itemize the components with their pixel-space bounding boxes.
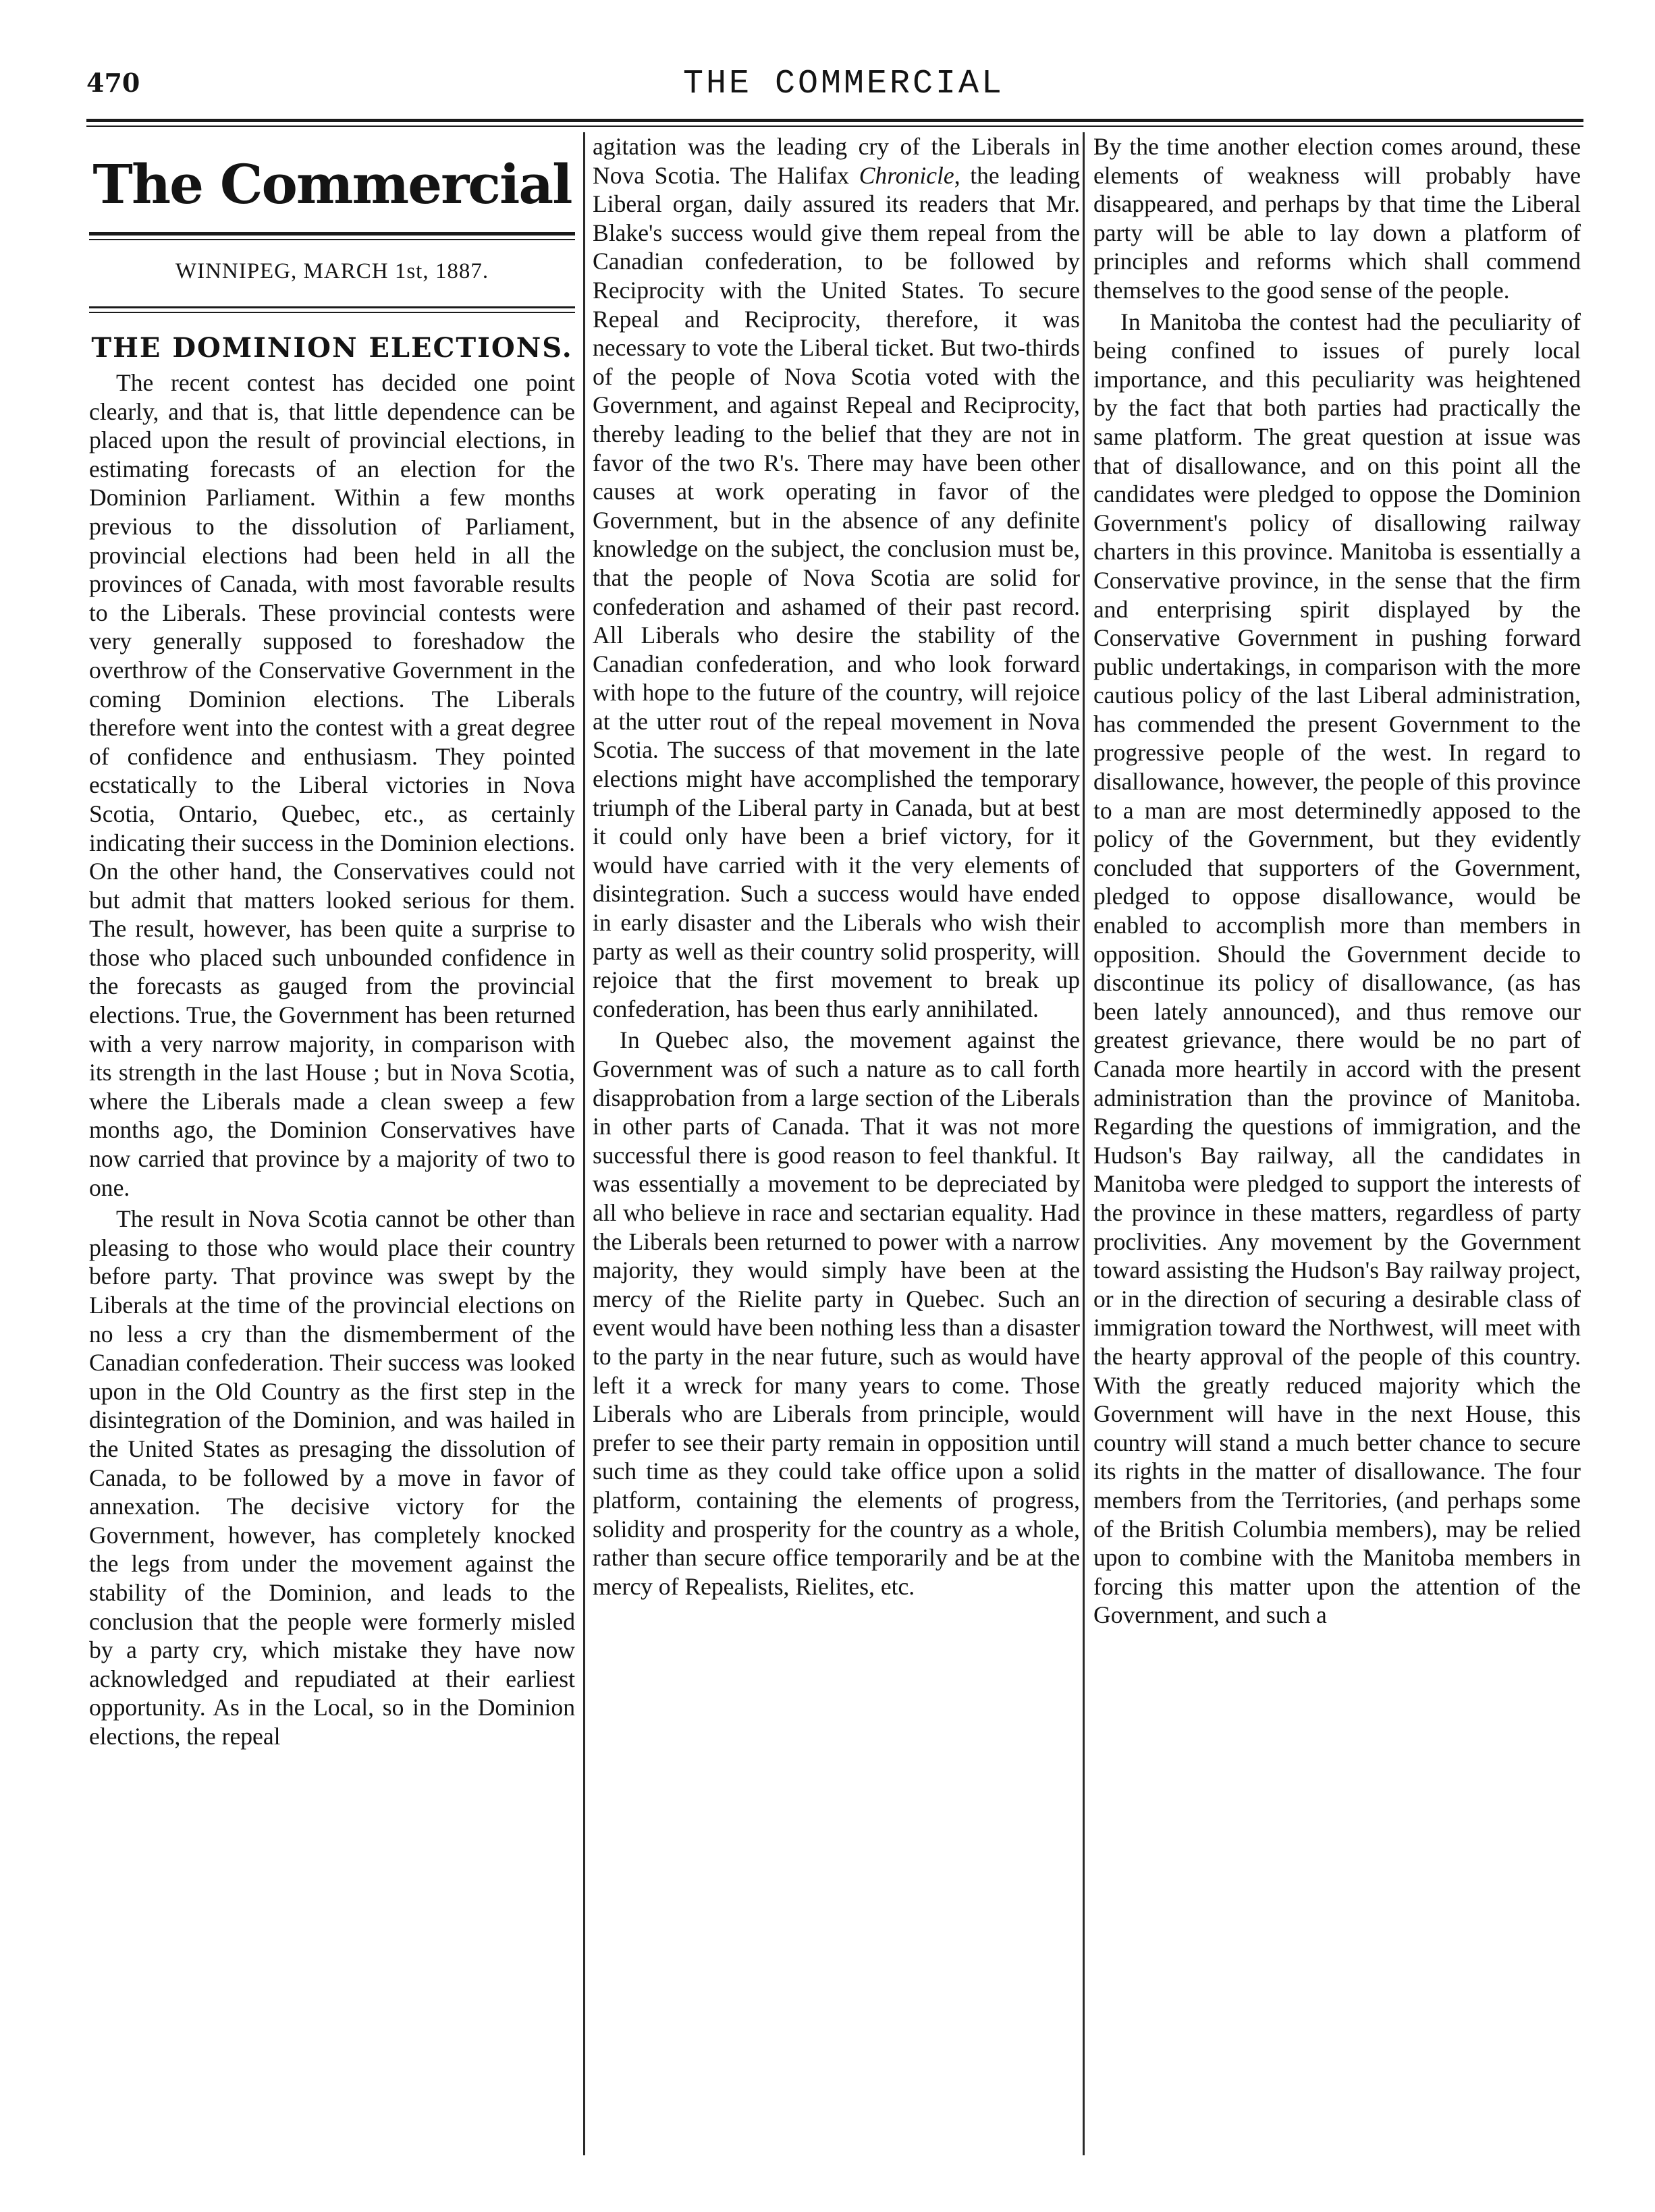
column-rule-left bbox=[583, 132, 585, 2155]
masthead-title: The Commercial bbox=[92, 153, 572, 216]
column-2 bbox=[593, 132, 1080, 1601]
masthead-rule-thin bbox=[89, 239, 575, 240]
running-head: THE COMMERCIAL bbox=[682, 65, 1005, 103]
dateline-rule-thin bbox=[89, 312, 575, 313]
paragraph: The recent contest has decided one point clearly, and that is, that little dependence can be placed upon the result of provincial elections, in estimating forecasts of an election for the Dominion Parliament. Within a few months previous to the dissolution of Parliament, provincial elections had been held in all the provinces of Canada, with most favorable results to the Liberals. These provincial contests were very generally supposed to foreshadow the overthrow of the Conservative Government in the coming Dominion elections. The Liberals therefore went into the contest with a great degree of confidence and enthusiasm. They pointed ecstatically to the Liberal victories in Nova Scotia, Ontario, Quebec, etc., as certainly indicating their success in the Dominion elections. On the other hand, the Conservatives could not but admit that matters looked serious for them. The result, however, has been quite a surprise to those who placed such unbounded confidence in the forecasts as gauged from the provincial elections. True, the Government has been returned with a very narrow majority, in comparison with its strength in the last House ; but in Nova Scotia, where the Liberals made a clean sweep a few months ago, the Dominion Conservatives have now carried that province by a majority of two to one. bbox=[89, 369, 575, 1201]
paragraph: In Quebec also, the movement against the Government was of such a nature as to call forth disapprobation from a large section of the Liberals in other parts of Canada. That it was not more successful there is good reason to feel thankful. It was essentially a movement to be depreciated by all who believe in race and sectarian equality. Had the Liberals been returned to power with a narrow majority, they would simply have been at the mercy of the Rielite party in Quebec. Such an event would have been nothing less than a disaster to the party in the near future, such as would have left it a wreck for many years to come. Those Liberals who are Liberals from principle, would prefer to see their party remain in opposition until such time as they could take office upon a solid platform, containing the elements of progress, solidity and prosperity for the country as a whole, rather than secure office temporarily and be at the mercy of Repealists, Rielites, etc. bbox=[593, 1026, 1080, 1600]
paragraph-continued bbox=[593, 132, 1080, 1023]
paragraph-continued: By the time another election comes around, these elements of weakness will probably have disappeared, and perhaps by that time the Liberal party will be able to lay down a platform of principles and reforms which shall commend themselves to the good sense of the people. bbox=[1093, 133, 1581, 304]
article-headline: THE DOMINION ELECTIONS. bbox=[91, 332, 573, 364]
dateline: WINNIPEG, MARCH 1st, 1887. bbox=[175, 259, 489, 283]
text-run: agitation was the leading cry of the Liberals in Nova Scotia. The Halifax bbox=[593, 133, 1080, 189]
column-3 bbox=[1093, 132, 1581, 1630]
page-number: 470 bbox=[86, 67, 140, 98]
paragraph: In Manitoba the contest had the peculiarity of being confined to issues of purely local importance, and this peculiarity was heightened by the fact that both parties had practically the same platform. The great question at issue was that of disallowance, and on this point all the candidates were pledged to oppose the Dominion Government's policy of disallowing railway charters in this province. Manitoba is essentially a Conservative province, in the sense that the firm and enterprising spirit displayed by the Conservative Government in pushing forward public undertakings, in comparison with the more cautious policy of the last Liberal administration, has commended the present Government to the progressive people of the west. In regard to disallowance, however, the people of this province to a man are most determinedly apposed to the policy of the Government, but they evidently concluded that supporters of the Government, pledged to oppose disallowance, would be enabled to accomplish more than members in opposition. Should the Government decide to discontinue its policy of disallowance, (as has been lately announced), and thus remove our greatest grievance, there would be no part of Canada more heartily in accord with the present administration than the province of Manitoba. Regarding the questions of immigration, and the Hudson's Bay railway, all the candidates in Manitoba were pledged to support the interests of the province in these matters, regardless of party proclivities. Any movement by the Government toward assisting the Hudson's Bay railway project, or in the direction of securing a desirable class of immigration toward the Northwest, will meet with the hearty approval of the people of this country. With the greatly reduced majority which the Government will have in the next House, this country will stand a much better chance to secure its rights in the matter of disallowance. The four members from the Territories, (and perhaps some of the British Columbia members), may be relied upon to combine with the Manitoba members in forcing this matter upon the attention of the Government, and such a bbox=[1093, 308, 1581, 1629]
newspaper-name: Chronicle bbox=[859, 161, 954, 189]
text-run: , the leading Liberal organ, daily assured its readers that Mr. Blake's success would give them repeal from the Canadian confederation, to be followed by Reciprocity with the United States. To secure Repeal and Reciprocity, therefore, it was necessary to vote the Liberal ticket. But two-thirds of the people of Nova Scotia voted with the Government, and against Repeal and Reciprocity, thereby leading to the belief that they are not in favor of the two R's. There may have been other causes at work operating in favor of the Government, but in the absence of any definite knowledge on the subject, the conclusion must be, that the people of Nova Scotia are solid for confederation and ashamed of their past record. All Liberals who desire the stability of the Canadian confederation, and who look forward with hope to the future of the country, will rejoice at the utter rout of the repeal movement in Nova Scotia. The success of that movement in the late elections might have accomplished the temporary triumph of the Liberal party in Canada, but at best it could only have been a brief victory, for it would have carried with it the very elements of disintegration. Such a success would have ended in early disaster and the Liberals who wish their party as well as their country solid prosperity, will rejoice that the first movement to break up confederation, has been thus early annihilated. bbox=[593, 161, 1080, 1022]
column-rule-right bbox=[1083, 132, 1085, 2155]
dateline-rule-thick bbox=[89, 306, 575, 308]
top-rule-thin bbox=[86, 126, 1583, 127]
column-1 bbox=[89, 132, 575, 1751]
paragraph: The result in Nova Scotia cannot be other than pleasing to those who would place their country before party. That province was swept by the Liberals at the time of the provincial elections on no less a cry than the dismemberment of the Canadian confederation. Their success was looked upon in the Old Country as the first step in the disintegration of the Dominion, and was hailed in the United States as presaging the dissolution of Canada, to be followed by a move in favor of annexation. The decisive victory for the Government, however, has completely knocked the legs from under the movement against the stability of the Dominion, and leads to the conclusion that the people were formerly misled by a party cry, which mistake they have now acknowledged and repudiated at their earliest opportunity. As in the Local, so in the Dominion elections, the repeal bbox=[89, 1205, 575, 1750]
masthead-rule-thick bbox=[89, 232, 575, 236]
top-rule-thick bbox=[86, 119, 1583, 122]
